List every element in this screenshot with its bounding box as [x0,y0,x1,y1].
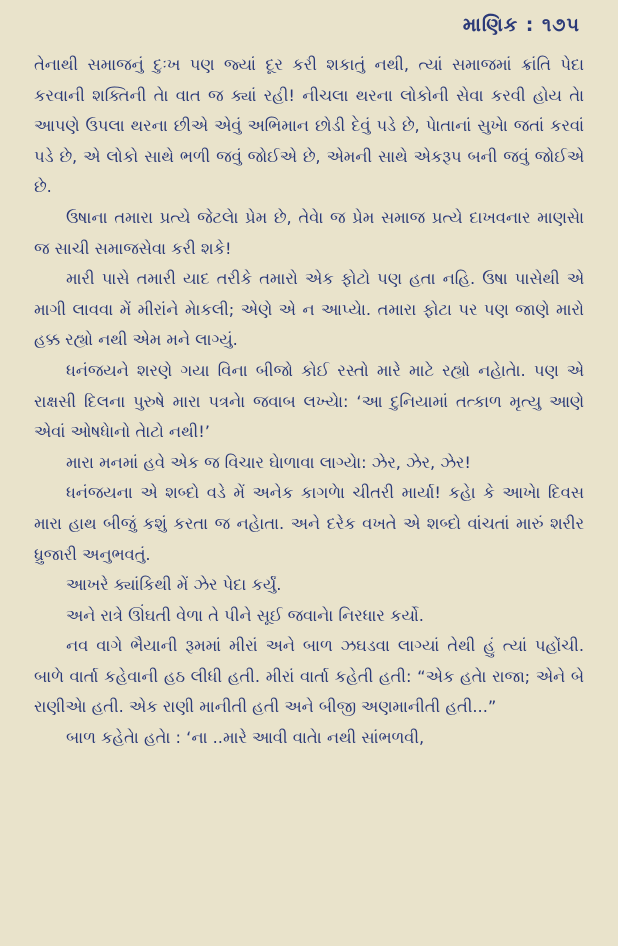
paragraph: અને રાત્રે ઊંઘતી વેળા તે પીને સૂઈ જવાનેા નિરધાર કર્યો. [66,605,424,625]
paragraph: આખરે ક્યાંકિથી મેં ઝેર પેદા કર્યું. [66,575,282,595]
page-body [34,50,584,754]
paragraph: નવ વાગે ભૈયાની રૂમમાં મીરાં અને બાળ ઝઘડવા લાગ્યાં તેથી હું ત્યાં પહોંચી. બાળે વાર્તા કહેવાની હઠ લીધી હતી. મીરાં વાર્તા કહેતી હતી: “એક હતેા રાજા; એને બે રાણીએા હતી. એક રાણી માનીતી હતી અને બીજી અણમાનીતી હતી...” [34,636,584,717]
paragraph: બાળ કહેતેા હતેા : ‘ના ..મારે આવી વાતેા નથી સાંભળવી, [66,728,425,748]
paragraph: ધનંજયના એ શબ્દો વડે મેં અનેક કાગળેા ચીતરી માર્યા! કહેા કે આખેા દિવસ મારા હાથ બીજું કશું કરતા જ નહેાતા. અને દરેક વખતે એ શબ્દો વાંચતાં મારું શરીર ધ્રુજારી અનુભવતું. [34,483,584,564]
page-header: માણિક : ૧૭૫ [462,14,580,36]
paragraph: ઉષાના તમારા પ્રત્યે જેટલેા પ્રેમ છે, તેવેા જ પ્રેમ સમાજ પ્રત્યે દાખવનાર માણસેા જ સાચી સમાજસેવા કરી શકે! [34,207,584,258]
paragraph: ધનંજયને શરણે ગયા વિના બીજો કોઈ રસ્તો મારે માટે રહ્યો નહેાતેા. પણ એ રાક્ષસી દિલના પુરુષે મારા પત્રનેા જવાબ લખ્યેા: ‘આ દુનિયામાં તત્કાળ મૃત્યુ આણે એવાં ઓષધેાનો તેાટો નથી!’ [34,360,584,442]
paragraph: મારી પાસે તમારી યાદ તરીકે તમારો એક ફોટો પણ હતા નહિ. ઉષા પાસેથી એ માગી લાવવા મેં મીરાંને મેાકલી; એણે એ ન આપ્યેા. તમારા ફોટા પર પણ જાણે મારો હક્ક રહ્યો નથી એમ મને લાગ્યું. [34,269,584,350]
paragraph: મારા મનમાં હવે એક જ વિચાર ઘેાળાવા લાગ્યેા: ઝેર, ઝેર, ઝેર! [66,452,471,472]
paragraph: તેનાથી સમાજનું દુઃખ પણ જ્યાં દૂર કરી શકાતું નથી, ત્યાં સમાજમાં ક્રાંતિ પેદા કરવાની શક્તિની તેા વાત જ ક્યાં રહી! નીચલા થરના લોકોની સેવા કરવી હોય તેા આપણે ઉપલા થરના છીએ એવું અભિમાન છોડી દેવું પડે છે, પેાતાનાં સુખેા જતાં કરવાં પડે છે, એ લોકો સાથે ભળી જવું જોઈએ છે, એમની સાથે એકરૂપ બની જવું જોઈએ છે. [34,55,584,197]
